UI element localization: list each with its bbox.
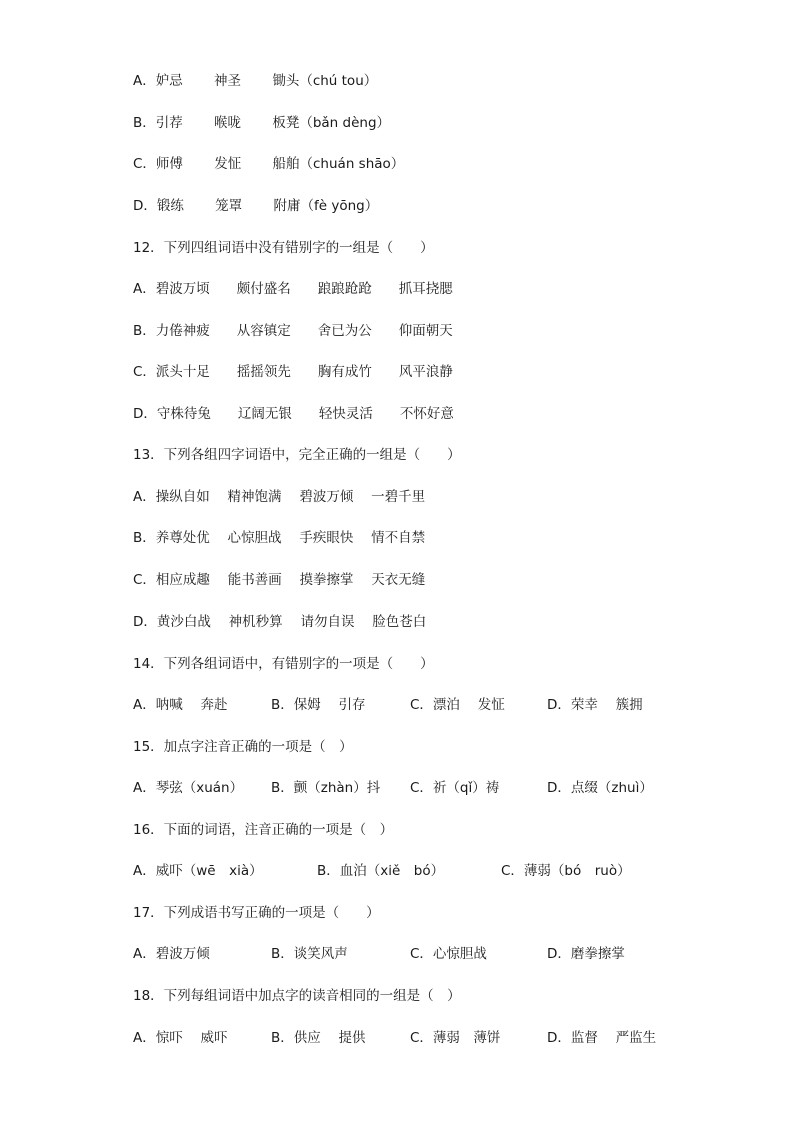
answer-option-line: D．黄沙白战 神机秒算 请勿自误 脸色苍白: [133, 614, 427, 630]
answer-option: B．供应 提供: [271, 1030, 366, 1046]
answer-option: B．谈笑风声: [271, 946, 348, 962]
question-stem: 14．下列各组词语中，有错别字的一项是（ ）: [133, 656, 434, 672]
answer-option-line: C．相应成趣 能书善画 摸拳擦掌 天衣无缝: [133, 572, 426, 588]
answer-option-line: B．引荐 喉咙 板凳（bǎn dèng）: [133, 115, 391, 131]
question-stem: 17．下列成语书写正确的一项是（ ）: [133, 905, 380, 921]
answer-options-row: [133, 943, 754, 965]
answer-option: D．荣幸 簇拥: [547, 697, 643, 713]
answer-option: D．监督 严监生: [547, 1030, 657, 1046]
answer-option: A．碧波万倾: [133, 946, 210, 962]
answer-option-line: B．力倦神疲 从容镇定 舍已为公 仰面朝天: [133, 323, 453, 339]
answer-option-line: D．锻练 笼罩 附庸（fè yōng）: [133, 198, 379, 214]
question-stem: 18．下列每组词语中加点字的读音相同的一组是（ ）: [133, 988, 461, 1004]
answer-option: C．薄弱 薄饼: [410, 1030, 501, 1046]
answer-option: C．祈（qǐ）祷: [410, 780, 500, 796]
answer-option: D．磨拳擦掌: [547, 946, 625, 962]
answer-option-line: C．派头十足 摇摇领先 胸有成竹 风平浪静: [133, 364, 453, 380]
answer-option-line: A．操纵自如 精神饱满 碧波万倾 一碧千里: [133, 489, 426, 505]
answer-options-row: [133, 777, 754, 799]
question-stem: 16．下面的词语，注音正确的一项是（ ）: [133, 822, 394, 838]
answer-option: B．血泊（xiě bó）: [317, 863, 445, 879]
answer-option-line: B．养尊处优 心惊胆战 手疾眼快 情不自禁: [133, 530, 426, 546]
answer-option: C．心惊胆战: [410, 946, 487, 962]
answer-option: B．颤（zhàn）抖: [271, 780, 381, 796]
answer-option: C．薄弱（bó ruò）: [501, 863, 631, 879]
answer-options-row: [133, 1027, 754, 1049]
answer-options-row: [133, 860, 754, 882]
answer-option: C．漂泊 发怔: [410, 697, 505, 713]
answer-option: B．保姆 引存: [271, 697, 366, 713]
answer-options-row: [133, 694, 754, 716]
question-stem: 12．下列四组词语中没有错别字的一组是（ ）: [133, 240, 434, 256]
answer-option: A．呐喊 奔赴: [133, 697, 228, 713]
answer-option-line: A．碧波万顷 颇付盛名 踉踉跄跄 抓耳挠腮: [133, 281, 453, 297]
answer-option: A．威吓（wē xià）: [133, 863, 263, 879]
question-stem: 13．下列各组四字词语中，完全正确的一组是（ ）: [133, 447, 461, 463]
answer-option: D．点缀（zhuì）: [547, 780, 653, 796]
answer-option: A．琴弦（xuán）: [133, 780, 244, 796]
question-stem: 15．加点字注音正确的一项是（ ）: [133, 739, 353, 755]
answer-option-line: D．守株待兔 辽阔无银 轻快灵活 不怀好意: [133, 406, 454, 422]
answer-option: A．惊吓 威吓: [133, 1030, 228, 1046]
answer-option-line: A．妒忌 神圣 锄头（chú tou）: [133, 73, 378, 89]
answer-option-line: C．师傅 发怔 船舶（chuán shāo）: [133, 156, 405, 172]
